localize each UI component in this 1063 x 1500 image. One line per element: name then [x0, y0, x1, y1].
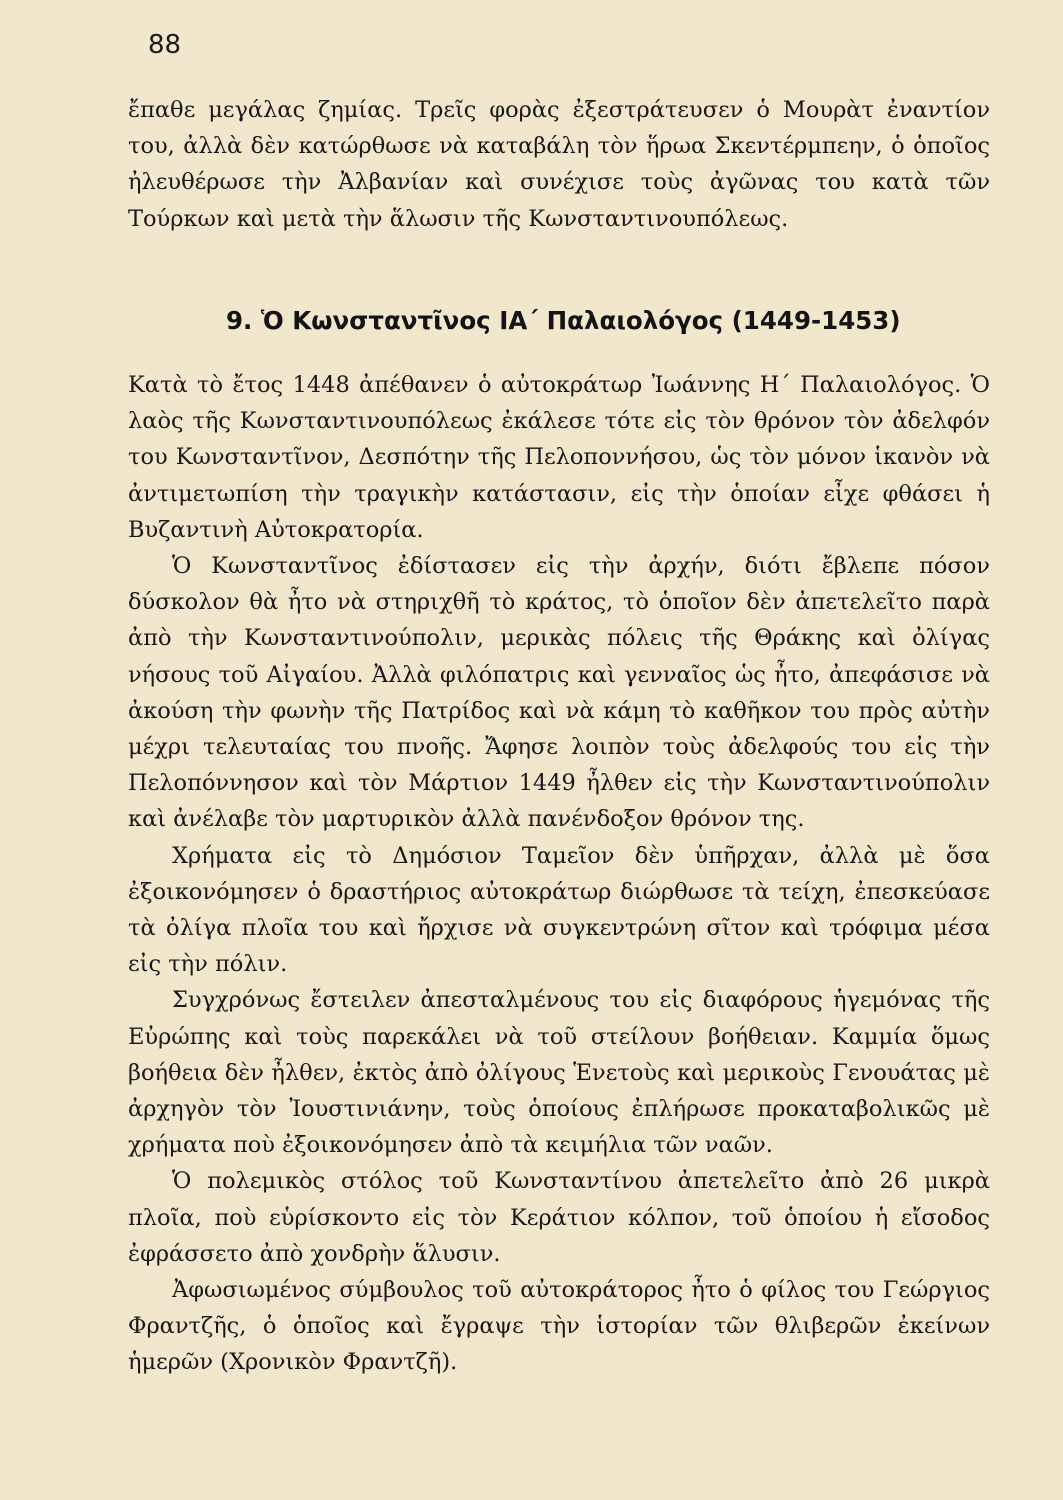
paragraph: Χρήματα εἰς τὸ Δημόσιον Ταμεῖον δὲν ὑπῆρχαν, ἀλλὰ μὲ ὅσα ἐξοικονόμησεν ὁ δραστήριος αὐτοκράτωρ διώρθωσε τὰ τείχη, ἐπεσκεύασε τὰ ὀλίγα πλοῖα του καὶ ἤρχισε νὰ συγκεντρώνη σῖτον καὶ τρόφιμα μέσα εἰς τὴν πόλιν.: [128, 842, 990, 978]
paragraph: Ὁ Κωνσταντῖνος ἐδίστασεν εἰς τὴν ἀρχήν, διότι ἔβλεπε πόσον δύσκολον θὰ ἦτο νὰ στηριχθῆ τὸ κράτος, τὸ ὁποῖον δὲν ἀπετελεῖτο παρὰ ἀπὸ τὴν Κωνσταντινούπολιν, μερικὰς πόλεις τῆς Θράκης καὶ ὀλίγας νήσους τοῦ Αἰγαίου. Ἀλλὰ φιλόπατρις καὶ γενναῖος ὡς ἦτο, ἀπεφάσισε νὰ ἀκούση τὴν φωνὴν τῆς Πατρίδος καὶ νὰ κάμη τὸ καθῆκον του πρὸς αὐτὴν μέχρι τελευταίας του πνοῆς. Ἄφησε λοιπὸν τοὺς ἀδελφούς του εἰς τὴν Πελοπόννησον καὶ τὸν Μάρτιον 1449 ἦλθεν εἰς τὴν Κωνσταντινούπολιν καὶ ἀνέλαβε τὸν μαρτυρικὸν ἀλλὰ πανένδοξον θρόνον της.: [128, 553, 990, 833]
paragraph: Συγχρόνως ἔστειλεν ἀπεσταλμένους του εἰς διαφόρους ἡγεμόνας τῆς Εὐρώπης καὶ τοὺς παρεκάλει νὰ τοῦ στείλουν βοήθειαν. Καμμία ὅμως βοήθεια δὲν ἦλθεν, ἐκτὸς ἀπὸ ὀλίγους Ἑνετοὺς καὶ μερικοὺς Γενουάτας μὲ ἀρχηγὸν τὸν Ἰουστινιάνην, τοὺς ὁποίους ἐπλήρωσε προκαταβολικῶς μὲ χρήματα ποὺ ἐξοικονόμησεν ἀπὸ τὰ κειμήλια τῶν ναῶν.: [128, 987, 990, 1159]
paragraph: Ὁ πολεμικὸς στόλος τοῦ Κωνσταντίνου ἀπετελεῖτο ἀπὸ 26 μικρὰ πλοῖα, ποὺ εὑρίσκοντο εἰς τὸν Κεράτιον κόλπον, τοῦ ὁποίου ἡ εἴσοδος ἐφράσσετο ἀπὸ χονδρὴν ἅλυσιν.: [128, 1168, 990, 1267]
section-heading: 9. Ὁ Κωνσταντῖνος ΙΑ΄ Παλαιολόγος (1449-1453): [226, 306, 901, 335]
section-body: [128, 367, 990, 1381]
paragraph: Κατὰ τὸ ἔτος 1448 ἀπέθανεν ὁ αὐτοκράτωρ Ἰωάννης Η΄ Παλαιολόγος. Ὁ λαὸς τῆς Κωνσταντινουπόλεως ἐκάλεσε τότε εἰς τὸν θρόνον τὸν ἀδελφόν του Κωνσταντῖνον, Δεσπότην τῆς Πελοποννήσου, ὡς τὸν μόνον ἱκανὸν νὰ ἀντιμετωπίση τὴν τραγικὴν κατάστασιν, εἰς τὴν ὁποίαν εἶχε φθάσει ἡ Βυζαντινὴ Αὐτοκρατορία.: [128, 372, 990, 543]
paragraph: Ἀφωσιωμένος σύμβουλος τοῦ αὐτοκράτορος ἦτο ὁ φίλος του Γεώργιος Φραντζῆς, ὁ ὁποῖος καὶ ἔγραψε τὴν ἱστορίαν τῶν θλιβερῶν ἐκείνων ἡμερῶν (Χρονικὸν Φραντζῆ).: [128, 1277, 990, 1376]
page-number: 88: [148, 30, 182, 60]
paragraph: ἔπαθε μεγάλας ζημίας. Τρεῖς φορὰς ἐξεστράτευσεν ὁ Μουρὰτ ἐναντίον του, ἀλλὰ δὲν κατώρθωσε νὰ καταβάλη τὸν ἥρωα Σκεντέρμπεην, ὁ ὁποῖος ἠλευθέρωσε τὴν Ἀλβανίαν καὶ συνέχισε τοὺς ἀγῶνας του κατὰ τῶν Τούρκων καὶ μετὰ τὴν ἅλωσιν τῆς Κωνσταντινουπόλεως.: [128, 97, 990, 232]
continued-text: [128, 92, 990, 237]
